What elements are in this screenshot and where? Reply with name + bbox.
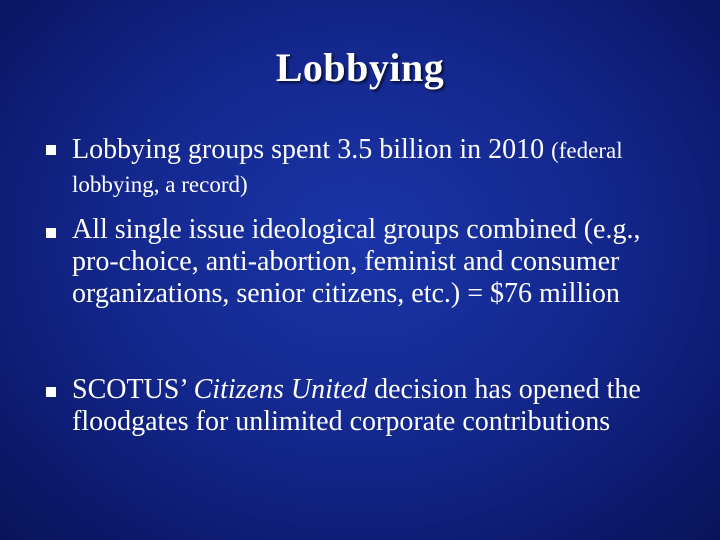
case-name: Citizens United (193, 374, 368, 405)
bullet-subtext: (federal (551, 138, 623, 163)
bullet-text-suffix: decision has opened the floodgates for unlimited corporate contributions (72, 374, 641, 437)
bullet-subtext-continued: lobbying, a record) (72, 172, 248, 197)
bullet-item-single-issue-groups (72, 214, 692, 310)
bullet-item-lobbying-spend (72, 134, 692, 201)
square-bullet-icon (46, 145, 56, 155)
bullet-text: All single issue ideological groups combined (e.g., pro-choice, anti-abortion, feminist and consumer organizations, senior citizens, etc.) = $76 million (72, 214, 641, 309)
square-bullet-icon (46, 387, 56, 397)
bullet-text: Lobbying groups spent 3.5 billion in 2010 (72, 134, 552, 165)
slide-title: Lobbying (275, 45, 445, 90)
bullet-text-prefix: SCOTUS’ (72, 374, 194, 405)
square-bullet-icon (46, 228, 56, 238)
bullet-item-citizens-united (72, 374, 692, 438)
